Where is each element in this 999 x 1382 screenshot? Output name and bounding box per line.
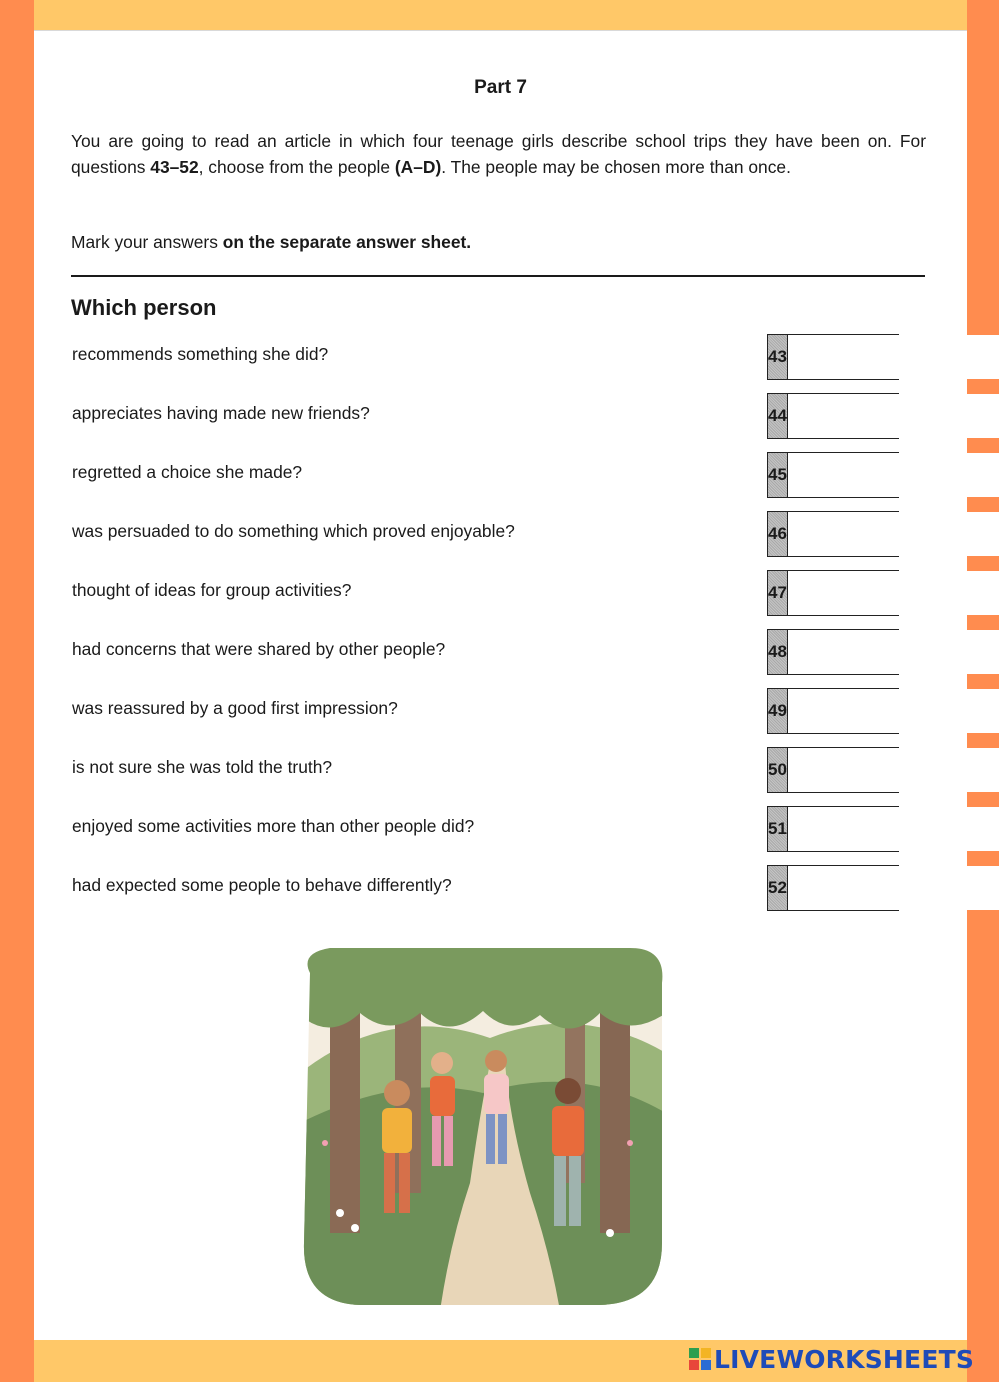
answer-input[interactable] bbox=[788, 866, 999, 910]
question-text: recommends something she did? bbox=[72, 344, 329, 364]
question-number: 50 bbox=[768, 748, 788, 792]
worksheet-page bbox=[34, 30, 967, 1341]
brand-name: LIVEWORKSHEETS bbox=[714, 1344, 975, 1374]
answer-box bbox=[767, 865, 899, 911]
answer-box bbox=[767, 629, 899, 675]
answer-input[interactable] bbox=[788, 748, 999, 792]
liveworksheets-logo[interactable] bbox=[689, 1343, 974, 1375]
answer-input[interactable] bbox=[788, 335, 999, 379]
answer-box bbox=[767, 511, 899, 557]
question-number: 44 bbox=[768, 394, 788, 438]
answer-input[interactable] bbox=[788, 689, 999, 733]
answer-box bbox=[767, 393, 899, 439]
liveworksheets-logo-icon bbox=[689, 1348, 711, 1370]
question-text: thought of ideas for group activities? bbox=[72, 580, 352, 600]
mark-answers-bold: on the separate answer sheet. bbox=[222, 232, 472, 252]
question-text: was persuaded to do something which proved enjoyable? bbox=[72, 521, 515, 541]
question-text: was reassured by a good first impression? bbox=[72, 698, 398, 718]
mark-answers-note bbox=[71, 232, 471, 253]
question-number: 46 bbox=[768, 512, 788, 556]
question-text: had expected some people to behave differently? bbox=[72, 875, 452, 895]
section-heading: Which person bbox=[71, 295, 217, 320]
answer-input[interactable] bbox=[788, 394, 999, 438]
top-band bbox=[34, 0, 967, 30]
answer-box bbox=[767, 452, 899, 498]
answer-box bbox=[767, 806, 899, 852]
answer-input[interactable] bbox=[788, 807, 999, 851]
question-range: 43–52 bbox=[150, 156, 199, 177]
hiking-teens-illustration bbox=[300, 943, 666, 1311]
answer-box bbox=[767, 688, 899, 734]
answer-box bbox=[767, 570, 899, 616]
question-number: 43 bbox=[768, 335, 788, 379]
divider bbox=[71, 275, 925, 277]
forest-scene bbox=[300, 943, 666, 1311]
answer-input[interactable] bbox=[788, 512, 999, 556]
people-options: (A–D) bbox=[394, 156, 442, 177]
answer-input[interactable] bbox=[788, 630, 999, 674]
instructions-text: , choose from the people bbox=[198, 156, 395, 177]
answer-input[interactable] bbox=[788, 453, 999, 497]
answer-box bbox=[767, 747, 899, 793]
question-text: is not sure she was told the truth? bbox=[72, 757, 333, 777]
instructions-text: You are going to read an article in which four teenage girls describe school trips they have been on. For questions bbox=[71, 131, 926, 177]
question-text: enjoyed some activities more than other people did? bbox=[72, 816, 475, 836]
question-number: 45 bbox=[768, 453, 788, 497]
mark-answers-text: Mark your answers bbox=[71, 232, 223, 252]
page-title: Part 7 bbox=[474, 77, 527, 98]
question-number: 51 bbox=[768, 807, 788, 851]
answer-box bbox=[767, 334, 899, 380]
instructions bbox=[71, 129, 926, 180]
instructions-text: . The people may be chosen more than once. bbox=[441, 156, 791, 177]
answer-input[interactable] bbox=[788, 571, 999, 615]
question-number: 49 bbox=[768, 689, 788, 733]
question-text: had concerns that were shared by other people? bbox=[72, 639, 446, 659]
question-text: regretted a choice she made? bbox=[72, 462, 303, 482]
question-number: 52 bbox=[768, 866, 788, 910]
question-number: 48 bbox=[768, 630, 788, 674]
question-text: appreciates having made new friends? bbox=[72, 403, 370, 423]
question-number: 47 bbox=[768, 571, 788, 615]
